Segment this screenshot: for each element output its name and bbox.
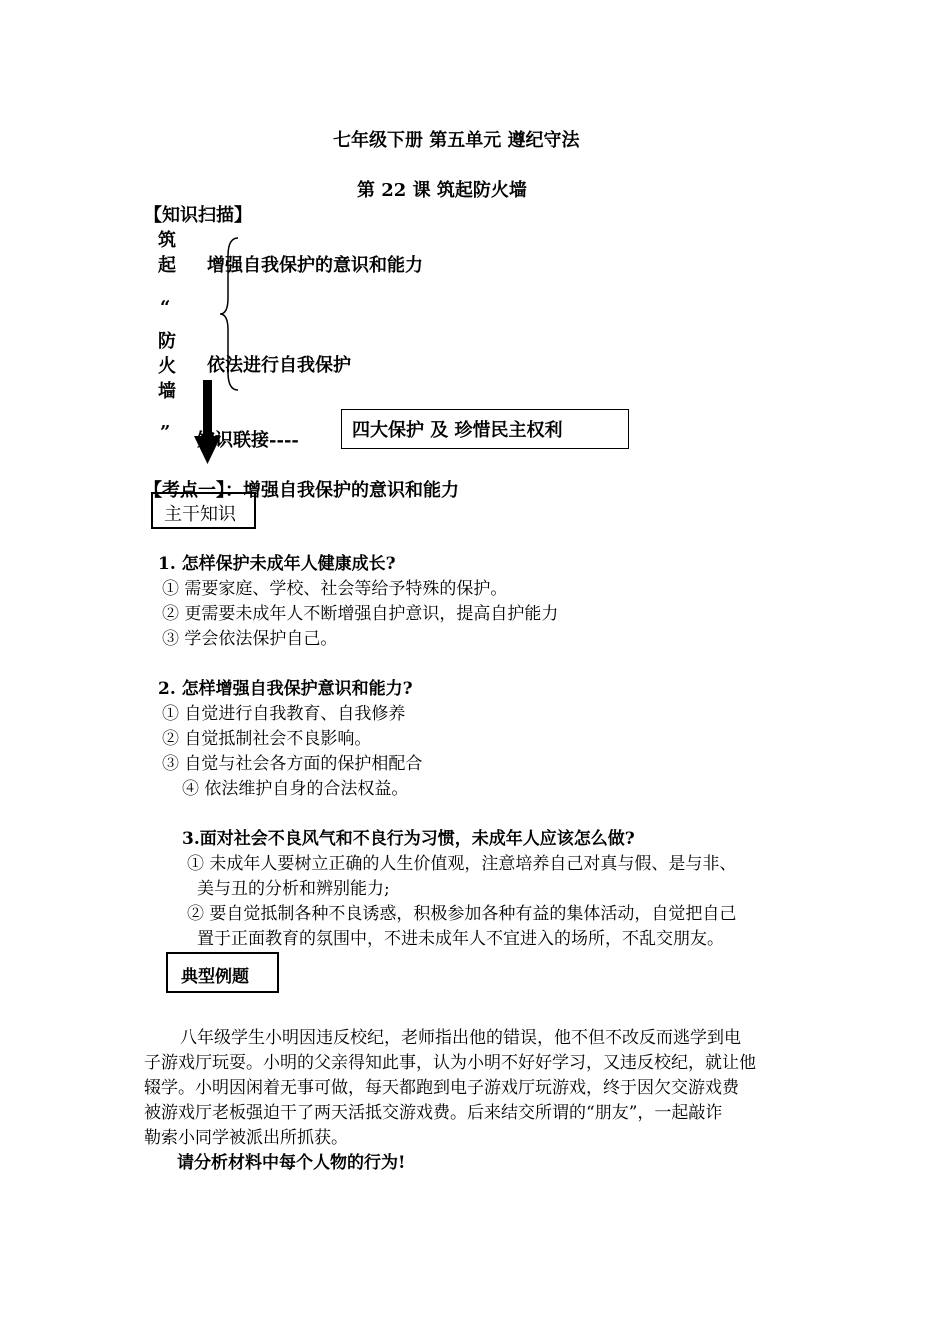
q3-item-line: 美与丑的分析和辨别能力; <box>197 879 390 899</box>
vertical-char: “ <box>160 297 171 318</box>
vertical-char: ” <box>160 422 171 443</box>
q2-item: ② 自觉抵制社会不良影响。 <box>162 729 372 749</box>
q2-item: ① 自觉进行自我教育、自我修养 <box>162 704 406 724</box>
q3-title: 3.面对社会不良风气和不良行为习惯，未成年人应该怎么做? <box>182 829 635 849</box>
example-line: 被游戏厅老板强迫干了两天活抵交游戏费。后来结交所谓的“朋友”，一起敲诈 <box>144 1103 723 1123</box>
lesson-title: 第 22 课 筑起防火墙 <box>357 180 527 201</box>
point1-heading: 【考点一】：增强自我保护的意识和能力 <box>144 480 459 501</box>
page-title: 七年级下册 第五单元 遵纪守法 <box>333 130 580 151</box>
example-line: 勒索小同学被派出所抓获。 <box>144 1128 348 1148</box>
example-question: 请分析材料中每个人物的行为! <box>177 1153 406 1173</box>
vertical-char: 筑 <box>158 230 176 251</box>
example-line: 八年级学生小明因违反校纪，老师指出他的错误，他不但不改反而逃学到电 <box>180 1028 741 1048</box>
link-box-text: 四大保护 及 珍惜民主权利 <box>352 420 563 441</box>
q3-item-line: ② 要自觉抵制各种不良诱惑，积极参加各种有益的集体活动，自觉把自己 <box>187 904 737 924</box>
q2-title: 2. 怎样增强自我保护意识和能力? <box>158 679 413 699</box>
q1-title: 1. 怎样保护未成年人健康成长? <box>158 554 396 574</box>
branch-2: 依法进行自我保护 <box>207 355 351 376</box>
q2-item: ④ 依法维护自身的合法权益。 <box>182 779 409 799</box>
scan-heading: 【知识扫描】 <box>144 205 252 226</box>
vertical-char: 防 <box>158 331 176 352</box>
q3-item-line: 置于正面教育的氛围中，不进未成年人不宜进入的场所，不乱交朋友。 <box>197 929 724 949</box>
q2-item: ③ 自觉与社会各方面的保护相配合 <box>162 754 423 774</box>
vertical-char: 火 <box>158 356 176 377</box>
example-line: 辍学。小明因闲着无事可做，每天都跑到电子游戏厅玩游戏，终于因欠交游戏费 <box>144 1078 739 1098</box>
q1-item: ① 需要家庭、学校、社会等给予特殊的保护。 <box>162 579 508 599</box>
vertical-char: 墙 <box>158 381 176 402</box>
q1-item: ② 更需要未成年人不断增强自护意识，提高自护能力 <box>162 604 559 624</box>
link-label: 知识联接---- <box>197 430 299 451</box>
branch-1: 增强自我保护的意识和能力 <box>207 255 423 276</box>
example-label: 典型例题 <box>181 967 249 987</box>
q1-item: ③ 学会依法保护自己。 <box>162 629 338 649</box>
example-line: 子游戏厅玩耍。小明的父亲得知此事，认为小明不好好学习，又违反校纪，就让他 <box>144 1053 756 1073</box>
vertical-char: 起 <box>158 255 176 276</box>
q3-item-line: ① 未成年人要树立正确的人生价值观，注意培养自己对真与假、是与非、 <box>187 854 737 874</box>
main-knowledge-label: 主干知识 <box>164 504 236 525</box>
